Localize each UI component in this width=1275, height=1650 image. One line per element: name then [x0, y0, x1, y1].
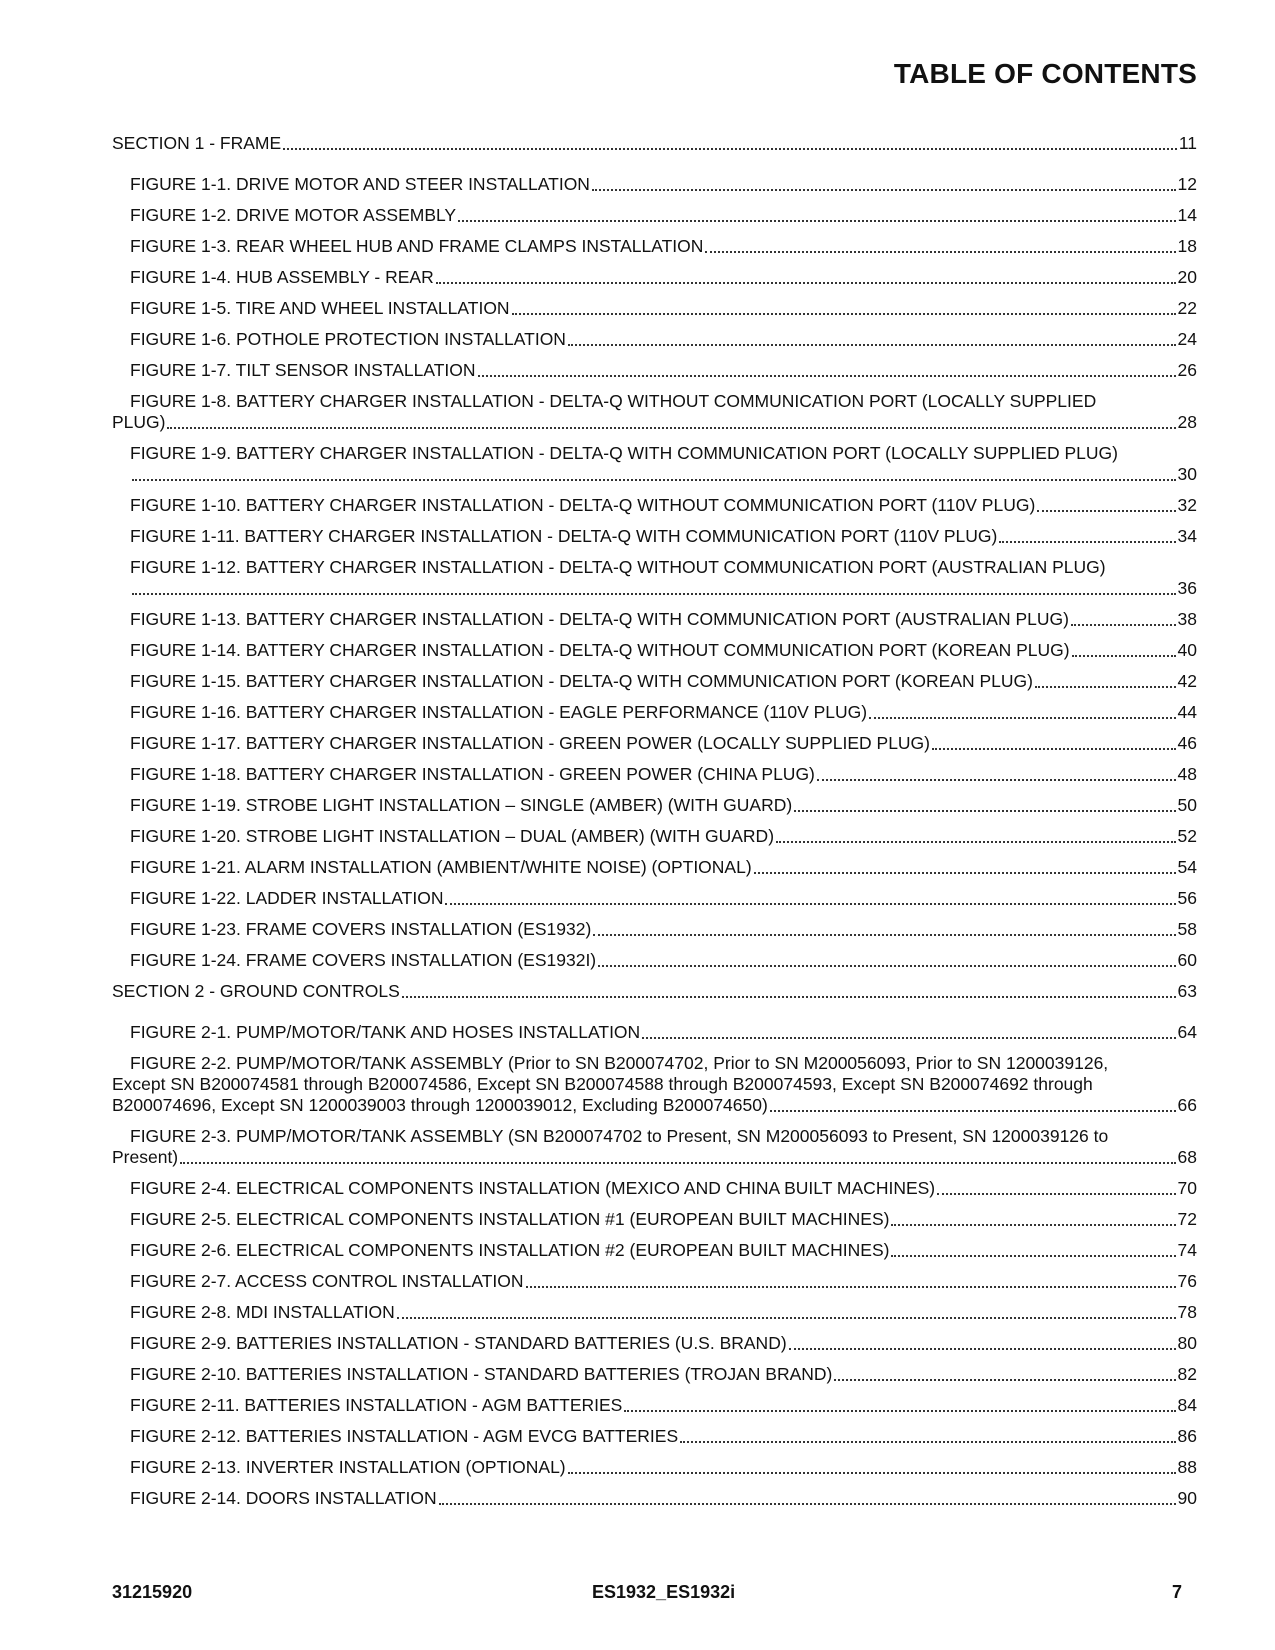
toc-entry-text: FIGURE 1-23. FRAME COVERS INSTALLATION (ES1932) — [130, 919, 592, 939]
toc-figure-2-13[interactable] — [112, 1457, 1197, 1478]
dot-leader — [999, 541, 1175, 543]
toc-entry-text: FIGURE 1-13. BATTERY CHARGER INSTALLATION - DELTA-Q WITH COMMUNICATION PORT (AUSTRALIAN PLUG) — [130, 609, 1069, 629]
dot-leader — [132, 593, 1176, 595]
toc-page-number: 84 — [1177, 1395, 1197, 1415]
page-number: 7 — [1171, 1582, 1182, 1602]
dot-leader — [167, 427, 1175, 429]
toc-entry-text: FIGURE 2-2. PUMP/MOTOR/TANK ASSEMBLY (Prior to SN B200074702, Prior to SN M200056093, Prior to SN 1200039126, — [130, 1053, 1109, 1073]
toc-entry-text: FIGURE 1-12. BATTERY CHARGER INSTALLATION - DELTA-Q WITHOUT COMMUNICATION PORT (AUSTRALIAN PLUG) — [130, 557, 1106, 577]
toc-entry-text: FIGURE 1-6. POTHOLE PROTECTION INSTALLATION — [130, 329, 566, 349]
toc-entry-text: FIGURE 2-3. PUMP/MOTOR/TANK ASSEMBLY (SN B200074702 to Present, SN M200056093 to Present, SN 1200039126 to — [130, 1126, 1109, 1146]
toc-figure-1-6[interactable] — [112, 329, 1197, 350]
toc-entry-text: FIGURE 1-7. TILT SENSOR INSTALLATION — [130, 360, 476, 380]
toc-figure-1-24[interactable] — [112, 950, 1197, 971]
toc-figure-2-5[interactable] — [112, 1209, 1197, 1230]
toc-page-number: 22 — [1177, 298, 1197, 318]
dot-leader — [932, 748, 1176, 750]
dot-leader — [817, 779, 1176, 781]
toc-page-number: 12 — [1177, 174, 1197, 194]
toc-figure-2-1[interactable] — [112, 1022, 1197, 1043]
dot-leader — [642, 1037, 1175, 1039]
toc-entry-text-cont: B200074696, Except SN 1200039003 through 1200039012, Excluding B200074650) — [112, 1095, 768, 1115]
toc-entry-text: FIGURE 1-16. BATTERY CHARGER INSTALLATION - EAGLE PERFORMANCE (110V PLUG) — [130, 702, 868, 722]
toc-figure-1-18[interactable] — [112, 764, 1197, 785]
model-name: ES1932_ES1932i — [592, 1582, 736, 1602]
dot-leader — [436, 282, 1176, 284]
table-of-contents — [112, 133, 1197, 1519]
toc-entry-text-cont: Present) — [112, 1147, 179, 1167]
dot-leader — [937, 1193, 1175, 1195]
dot-leader — [598, 965, 1175, 967]
toc-entry-text: FIGURE 1-20. STROBE LIGHT INSTALLATION – DUAL (AMBER) (WITH GUARD) — [130, 826, 775, 846]
toc-entry-text-cont: Except SN B200074581 through B200074586, Except SN B200074588 through B200074593, Except SN B200074692 through — [112, 1074, 1093, 1094]
toc-page-number: 30 — [1177, 464, 1197, 484]
toc-figure-2-2[interactable] — [112, 1053, 1197, 1116]
toc-figure-1-2[interactable] — [112, 205, 1197, 226]
toc-entry-text: FIGURE 1-2. DRIVE MOTOR ASSEMBLY — [130, 205, 457, 225]
dot-leader — [439, 1503, 1176, 1505]
toc-page-number: 24 — [1177, 329, 1197, 349]
toc-figure-2-3[interactable] — [112, 1126, 1197, 1168]
toc-entry-text: FIGURE 1-14. BATTERY CHARGER INSTALLATION - DELTA-Q WITHOUT COMMUNICATION PORT (KOREAN PLUG) — [130, 640, 1070, 660]
toc-page-number: 60 — [1177, 950, 1197, 970]
toc-page-number: 90 — [1177, 1488, 1197, 1508]
toc-entry-text: FIGURE 2-1. PUMP/MOTOR/TANK AND HOSES INSTALLATION — [130, 1022, 641, 1042]
toc-page-number: 11 — [1178, 133, 1197, 153]
toc-entry-text: FIGURE 1-4. HUB ASSEMBLY - REAR — [130, 267, 434, 287]
toc-entry-text: FIGURE 1-18. BATTERY CHARGER INSTALLATION - GREEN POWER (CHINA PLUG) — [130, 764, 815, 784]
toc-figure-1-16[interactable] — [112, 702, 1197, 723]
toc-page-number: 34 — [1177, 526, 1197, 546]
toc-page-number: 58 — [1177, 919, 1197, 939]
toc-page-number: 56 — [1177, 888, 1197, 908]
dot-leader — [180, 1162, 1175, 1164]
toc-page-number: 46 — [1177, 733, 1197, 753]
toc-entry-text: FIGURE 1-10. BATTERY CHARGER INSTALLATION - DELTA-Q WITHOUT COMMUNICATION PORT (110V PLUG) — [130, 495, 1036, 515]
toc-page-number: 78 — [1177, 1302, 1197, 1322]
toc-entry-text: FIGURE 1-5. TIRE AND WHEEL INSTALLATION — [130, 298, 510, 318]
toc-page-number: 42 — [1177, 671, 1197, 691]
dot-leader — [624, 1410, 1175, 1412]
toc-entry-text: FIGURE 2-7. ACCESS CONTROL INSTALLATION — [130, 1271, 524, 1291]
toc-page-number: 50 — [1177, 795, 1197, 815]
toc-figure-1-11[interactable] — [112, 526, 1197, 547]
toc-page-number: 38 — [1177, 609, 1197, 629]
toc-figure-1-23[interactable] — [112, 919, 1197, 940]
toc-entry-text: FIGURE 1-9. BATTERY CHARGER INSTALLATION - DELTA-Q WITH COMMUNICATION PORT (LOCALLY SUPPLIED PLUG) — [130, 443, 1118, 463]
toc-entry-text: FIGURE 1-22. LADDER INSTALLATION — [130, 888, 444, 908]
toc-figure-2-7[interactable] — [112, 1271, 1197, 1292]
toc-entry-text: FIGURE 1-3. REAR WHEEL HUB AND FRAME CLAMPS INSTALLATION — [130, 236, 704, 256]
toc-figure-1-10[interactable] — [112, 495, 1197, 516]
toc-figure-2-10[interactable] — [112, 1364, 1197, 1385]
dot-leader — [891, 1255, 1175, 1257]
toc-figure-1-15[interactable] — [112, 671, 1197, 692]
toc-figure-1-20[interactable] — [112, 826, 1197, 847]
toc-figure-2-12[interactable] — [112, 1426, 1197, 1447]
toc-section-1[interactable] — [112, 133, 1197, 154]
toc-entry-text: FIGURE 2-6. ELECTRICAL COMPONENTS INSTALLATION #2 (EUROPEAN BUILT MACHINES) — [130, 1240, 890, 1260]
dot-leader — [593, 934, 1175, 936]
dot-leader — [512, 313, 1176, 315]
toc-entry-text: FIGURE 1-1. DRIVE MOTOR AND STEER INSTALLATION — [130, 174, 590, 194]
dot-leader — [776, 841, 1176, 843]
toc-entry-text: FIGURE 1-19. STROBE LIGHT INSTALLATION – SINGLE (AMBER) (WITH GUARD) — [130, 795, 793, 815]
page-title: TABLE OF CONTENTS — [893, 58, 1197, 89]
toc-page-number: 40 — [1177, 640, 1197, 660]
toc-figure-1-8[interactable] — [112, 391, 1197, 433]
toc-page-number: 28 — [1177, 412, 1197, 432]
toc-page-number: 32 — [1177, 495, 1197, 515]
dot-leader — [445, 903, 1175, 905]
toc-figure-1-4[interactable] — [112, 267, 1197, 288]
toc-entry-text: FIGURE 1-8. BATTERY CHARGER INSTALLATION - DELTA-Q WITHOUT COMMUNICATION PORT (LOCALLY SUPPLIED — [130, 391, 1097, 411]
dot-leader — [568, 1472, 1176, 1474]
dot-leader — [1071, 624, 1176, 626]
toc-page-number: 14 — [1177, 205, 1197, 225]
toc-entry-text: FIGURE 2-14. DOORS INSTALLATION — [130, 1488, 437, 1508]
toc-entry-text-cont: PLUG) — [112, 412, 166, 432]
toc-entry-text: FIGURE 2-10. BATTERIES INSTALLATION - STANDARD BATTERIES (TROJAN BRAND) — [130, 1364, 833, 1384]
toc-entry-text: SECTION 2 - GROUND CONTROLS — [112, 981, 400, 1001]
dot-leader — [789, 1348, 1176, 1350]
toc-figure-1-13[interactable] — [112, 609, 1197, 630]
toc-entry-text: FIGURE 2-11. BATTERIES INSTALLATION - AGM BATTERIES — [130, 1395, 623, 1415]
toc-entry-text: FIGURE 2-5. ELECTRICAL COMPONENTS INSTALLATION #1 (EUROPEAN BUILT MACHINES) — [130, 1209, 890, 1229]
toc-page-number: 80 — [1177, 1333, 1197, 1353]
toc-entry-text: FIGURE 1-15. BATTERY CHARGER INSTALLATION - DELTA-Q WITH COMMUNICATION PORT (KOREAN PLUG) — [130, 671, 1033, 691]
toc-section-2[interactable] — [112, 981, 1197, 1002]
dot-leader — [834, 1379, 1175, 1381]
toc-figure-1-14[interactable] — [112, 640, 1197, 661]
toc-page-number: 66 — [1177, 1095, 1197, 1115]
toc-figure-1-17[interactable] — [112, 733, 1197, 754]
toc-page-number: 88 — [1177, 1457, 1197, 1477]
dot-leader — [397, 1317, 1176, 1319]
toc-page-number: 82 — [1177, 1364, 1197, 1384]
toc-figure-2-8[interactable] — [112, 1302, 1197, 1323]
toc-page-number: 64 — [1177, 1022, 1197, 1042]
toc-entry-text: FIGURE 1-17. BATTERY CHARGER INSTALLATION - GREEN POWER (LOCALLY SUPPLIED PLUG) — [130, 733, 931, 753]
toc-page-number: 52 — [1177, 826, 1197, 846]
dot-leader — [526, 1286, 1176, 1288]
toc-figure-1-22[interactable] — [112, 888, 1197, 909]
toc-figure-2-11[interactable] — [112, 1395, 1197, 1416]
dot-leader — [869, 717, 1175, 719]
toc-page-number: 44 — [1177, 702, 1197, 722]
toc-page-number: 68 — [1177, 1147, 1197, 1167]
dot-leader — [592, 189, 1176, 191]
toc-entry-text: FIGURE 2-8. MDI INSTALLATION — [130, 1302, 395, 1322]
toc-entry-text: SECTION 1 - FRAME — [112, 133, 282, 153]
toc-page-number: 26 — [1177, 360, 1197, 380]
dot-leader — [132, 479, 1176, 481]
toc-figure-1-1[interactable] — [112, 174, 1197, 195]
toc-figure-1-3[interactable] — [112, 236, 1197, 257]
toc-page-number: 70 — [1177, 1178, 1197, 1198]
toc-figure-2-9[interactable] — [112, 1333, 1197, 1354]
dot-leader — [1037, 510, 1175, 512]
toc-figure-1-7[interactable] — [112, 360, 1197, 381]
dot-leader — [1035, 686, 1176, 688]
dot-leader — [1072, 655, 1176, 657]
dot-leader — [891, 1224, 1175, 1226]
dot-leader — [794, 810, 1175, 812]
toc-page-number: 72 — [1177, 1209, 1197, 1229]
toc-page-number: 63 — [1177, 981, 1197, 1001]
toc-page-number: 18 — [1177, 236, 1197, 256]
toc-entry-text: FIGURE 1-11. BATTERY CHARGER INSTALLATION - DELTA-Q WITH COMMUNICATION PORT (110V PLUG) — [130, 526, 998, 546]
toc-figure-2-4[interactable] — [112, 1178, 1197, 1199]
toc-figure-1-19[interactable] — [112, 795, 1197, 816]
dot-leader — [458, 220, 1175, 222]
toc-page-number: 76 — [1177, 1271, 1197, 1291]
dot-leader — [478, 375, 1176, 377]
toc-page-number: 54 — [1177, 857, 1197, 877]
dot-leader — [754, 872, 1176, 874]
toc-entry-text: FIGURE 2-9. BATTERIES INSTALLATION - STANDARD BATTERIES (U.S. BRAND) — [130, 1333, 787, 1353]
toc-figure-1-5[interactable] — [112, 298, 1197, 319]
toc-figure-1-9[interactable] — [112, 443, 1197, 485]
page-footer — [112, 1582, 1197, 1606]
toc-entry-text: FIGURE 2-13. INVERTER INSTALLATION (OPTIONAL) — [130, 1457, 566, 1477]
toc-figure-1-21[interactable] — [112, 857, 1197, 878]
dot-leader — [568, 344, 1176, 346]
toc-page-number: 36 — [1177, 578, 1197, 598]
toc-figure-2-6[interactable] — [112, 1240, 1197, 1261]
dot-leader — [283, 148, 1177, 150]
toc-page-number: 86 — [1177, 1426, 1197, 1446]
toc-entry-text: FIGURE 1-24. FRAME COVERS INSTALLATION (ES1932I) — [130, 950, 597, 970]
dot-leader — [770, 1110, 1176, 1112]
toc-entry-text: FIGURE 1-21. ALARM INSTALLATION (AMBIENT/WHITE NOISE) (OPTIONAL) — [130, 857, 752, 877]
dot-leader — [705, 251, 1175, 253]
toc-entry-text: FIGURE 2-4. ELECTRICAL COMPONENTS INSTALLATION (MEXICO AND CHINA BUILT MACHINES) — [130, 1178, 936, 1198]
toc-figure-1-12[interactable] — [112, 557, 1197, 599]
toc-page-number: 48 — [1177, 764, 1197, 784]
document-number: 31215920 — [112, 1582, 193, 1602]
toc-entry-text: FIGURE 2-12. BATTERIES INSTALLATION - AGM EVCG BATTERIES — [130, 1426, 679, 1446]
toc-page-number: 74 — [1177, 1240, 1197, 1260]
dot-leader — [680, 1441, 1175, 1443]
dot-leader — [402, 996, 1176, 998]
toc-figure-2-14[interactable] — [112, 1488, 1197, 1509]
toc-page-number: 20 — [1177, 267, 1197, 287]
